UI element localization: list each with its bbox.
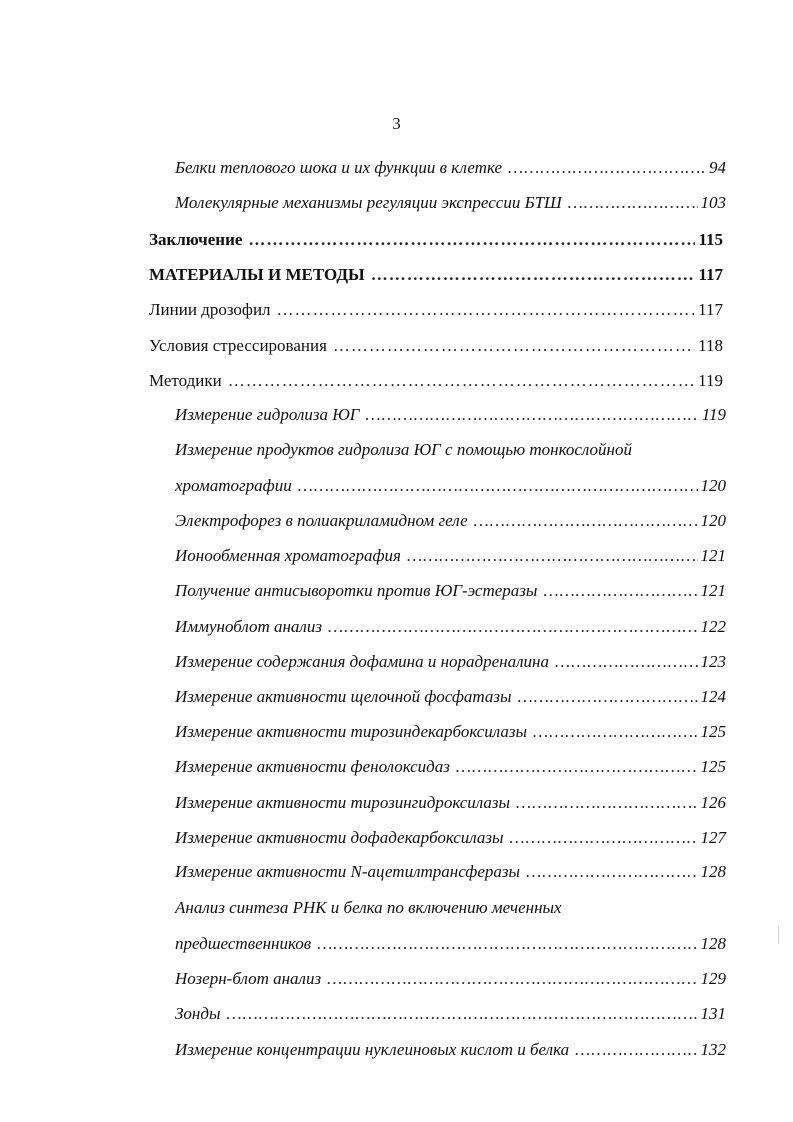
toc-entry-title: Измерение содержания дофамина и норадреналина — [175, 652, 549, 671]
toc-entry-title: хроматографии — [175, 476, 292, 495]
toc-entry-dopamine — [175, 651, 726, 673]
toc-entry-antiserum — [175, 580, 726, 602]
dot-leader — [555, 651, 698, 673]
toc-entry-title: Молекулярные механизмы регуляции экспрессии БТШ — [175, 193, 562, 212]
toc-entry-probes — [175, 1003, 726, 1025]
toc-entry-page-electrophoresis — [175, 510, 726, 532]
dot-leader — [371, 264, 696, 286]
scan-edge-mark — [778, 926, 779, 944]
toc-entry-n-acetyltransferase — [175, 861, 726, 883]
dot-leader — [365, 404, 698, 426]
toc-entry-heat-shock-proteins — [175, 157, 726, 179]
toc-entry-title: Условия стрессирования — [149, 336, 327, 355]
toc-entry-page: 120 — [700, 511, 726, 530]
toc-entry-alkaline-phosphatase — [175, 686, 726, 708]
toc-entry-title: Анализ синтеза РНК и белка по включению меченных — [175, 898, 562, 917]
toc-entry-title: Иммуноблот анализ — [175, 617, 322, 636]
dot-leader — [228, 370, 695, 392]
toc-entry-title: Измерение активности щелочной фосфатазы — [175, 687, 512, 706]
toc-entry-title: Электрофорез в полиакриламидном геле — [175, 511, 468, 530]
toc-entry-title: Измерение продуктов гидролиза ЮГ с помощью тонкослойной — [175, 440, 632, 459]
toc-entry-page: 122 — [700, 617, 726, 636]
toc-entry-title: предшественников — [175, 934, 312, 953]
toc-entry-northern-blot — [175, 968, 726, 990]
dot-leader — [456, 756, 698, 778]
dot-leader — [543, 580, 697, 602]
toc-entry-title: Зонды — [175, 1004, 221, 1023]
toc-entry-title: Измерение активности N-ацетилтрансферазы — [175, 862, 521, 881]
dot-leader — [226, 1003, 697, 1025]
dot-leader — [407, 545, 698, 567]
toc-entry-page: 121 — [700, 546, 726, 565]
toc-entry-page: 125 — [700, 722, 726, 741]
toc-entry-title: Измерение гидролиза ЮГ — [175, 405, 360, 424]
toc-entry-page: 129 — [700, 969, 726, 988]
toc-entry-page: 94 — [709, 158, 726, 177]
toc-entry-page: 120 — [700, 476, 726, 495]
toc-entry-title: Получение антисыворотки против ЮГ-эстеразы — [175, 581, 538, 600]
toc-entry-title: Методики — [149, 371, 222, 390]
toc-entry-page: 125 — [700, 757, 726, 776]
toc-entry-page: 131 — [700, 1004, 726, 1023]
toc-entry-page: 124 — [700, 687, 726, 706]
dot-leader — [474, 510, 698, 532]
dot-leader — [533, 721, 698, 743]
toc-entry-title: Линии дрозофил — [149, 300, 271, 319]
toc-entry-title: Белки теплового шока и их функции в клетке — [175, 158, 503, 177]
toc-entry-title: Измерение активности фенолоксидаз — [175, 757, 450, 776]
toc-entry-page: 117 — [698, 265, 723, 284]
toc-entry-page: 103 — [700, 193, 726, 212]
toc-entry-dopa-decarboxylase — [175, 827, 726, 849]
toc-entry-jh-hydrolysis — [175, 404, 726, 426]
toc-entry-rna-protein — [175, 933, 726, 955]
toc-entry-stress-conditions — [149, 335, 723, 357]
toc-entry-title: Измерение активности тирозингидроксилазы — [175, 793, 511, 812]
dot-leader — [277, 299, 696, 321]
dot-leader — [327, 968, 697, 990]
toc-entry-page: 121 — [700, 581, 726, 600]
toc-entry-page: 115 — [698, 230, 723, 249]
toc-entry-page: 126 — [700, 793, 726, 812]
toc-entry-page: 127 — [700, 828, 726, 847]
toc-entry-page: 119 — [698, 371, 723, 390]
toc-entry-title: Ионообменная хроматография — [175, 546, 401, 565]
toc-entry-page: 118 — [698, 336, 723, 355]
toc-entry-ion-exchange — [175, 545, 726, 567]
toc-entry-title: Нозерн-блот анализ — [175, 969, 322, 988]
dot-leader — [328, 616, 698, 638]
toc-entry-title: МАТЕРИАЛЫ И МЕТОДЫ — [149, 265, 365, 284]
toc-entry-page: 132 — [700, 1040, 726, 1059]
toc-entry-title: Заключение — [149, 230, 243, 249]
toc-entry-page: 128 — [700, 934, 726, 953]
toc-entry-phenoloxidase — [175, 756, 726, 778]
toc-entry-tyrosine-decarboxylase — [175, 721, 726, 743]
dot-leader — [333, 335, 695, 357]
toc-entry-title: Измерение активности тирозиндекарбоксилазы — [175, 722, 527, 741]
toc-entry-page: 128 — [700, 862, 726, 881]
toc-entry-hsp-regulation — [175, 192, 726, 214]
toc-entry-immunoblot — [175, 616, 726, 638]
toc-entry-methods — [149, 370, 723, 392]
dot-leader — [575, 1039, 697, 1061]
dot-leader — [298, 475, 698, 497]
dot-leader — [518, 686, 698, 708]
toc-entry-tlc-line1 — [175, 439, 726, 461]
toc-entry-title: Измерение концентрации нуклеиновых кислот и белка — [175, 1040, 570, 1059]
toc-entry-conclusion — [149, 229, 723, 251]
toc-entry-page: 117 — [698, 300, 723, 319]
toc-entry-tyrosine-hydroxylase — [175, 792, 726, 814]
toc-entry-page: 119 — [701, 405, 726, 424]
toc-entry-tlc — [175, 475, 726, 497]
dot-leader — [526, 861, 697, 883]
toc-entry-title: Измерение активности дофадекарбоксилазы — [175, 828, 504, 847]
dot-leader — [508, 157, 706, 179]
dot-leader — [248, 229, 695, 251]
toc-entry-drosophila-lines — [149, 299, 723, 321]
toc-entry-materials-methods — [149, 264, 723, 286]
dot-leader — [568, 192, 698, 214]
dot-leader — [516, 792, 697, 814]
toc-entry-nucleic-acid-concentration — [175, 1039, 726, 1061]
toc-entry-rna-protein-line1 — [175, 897, 726, 919]
page-number: 3 — [392, 114, 401, 133]
dot-leader — [317, 933, 697, 955]
dot-leader — [510, 827, 698, 849]
toc-entry-page: 123 — [700, 652, 726, 671]
